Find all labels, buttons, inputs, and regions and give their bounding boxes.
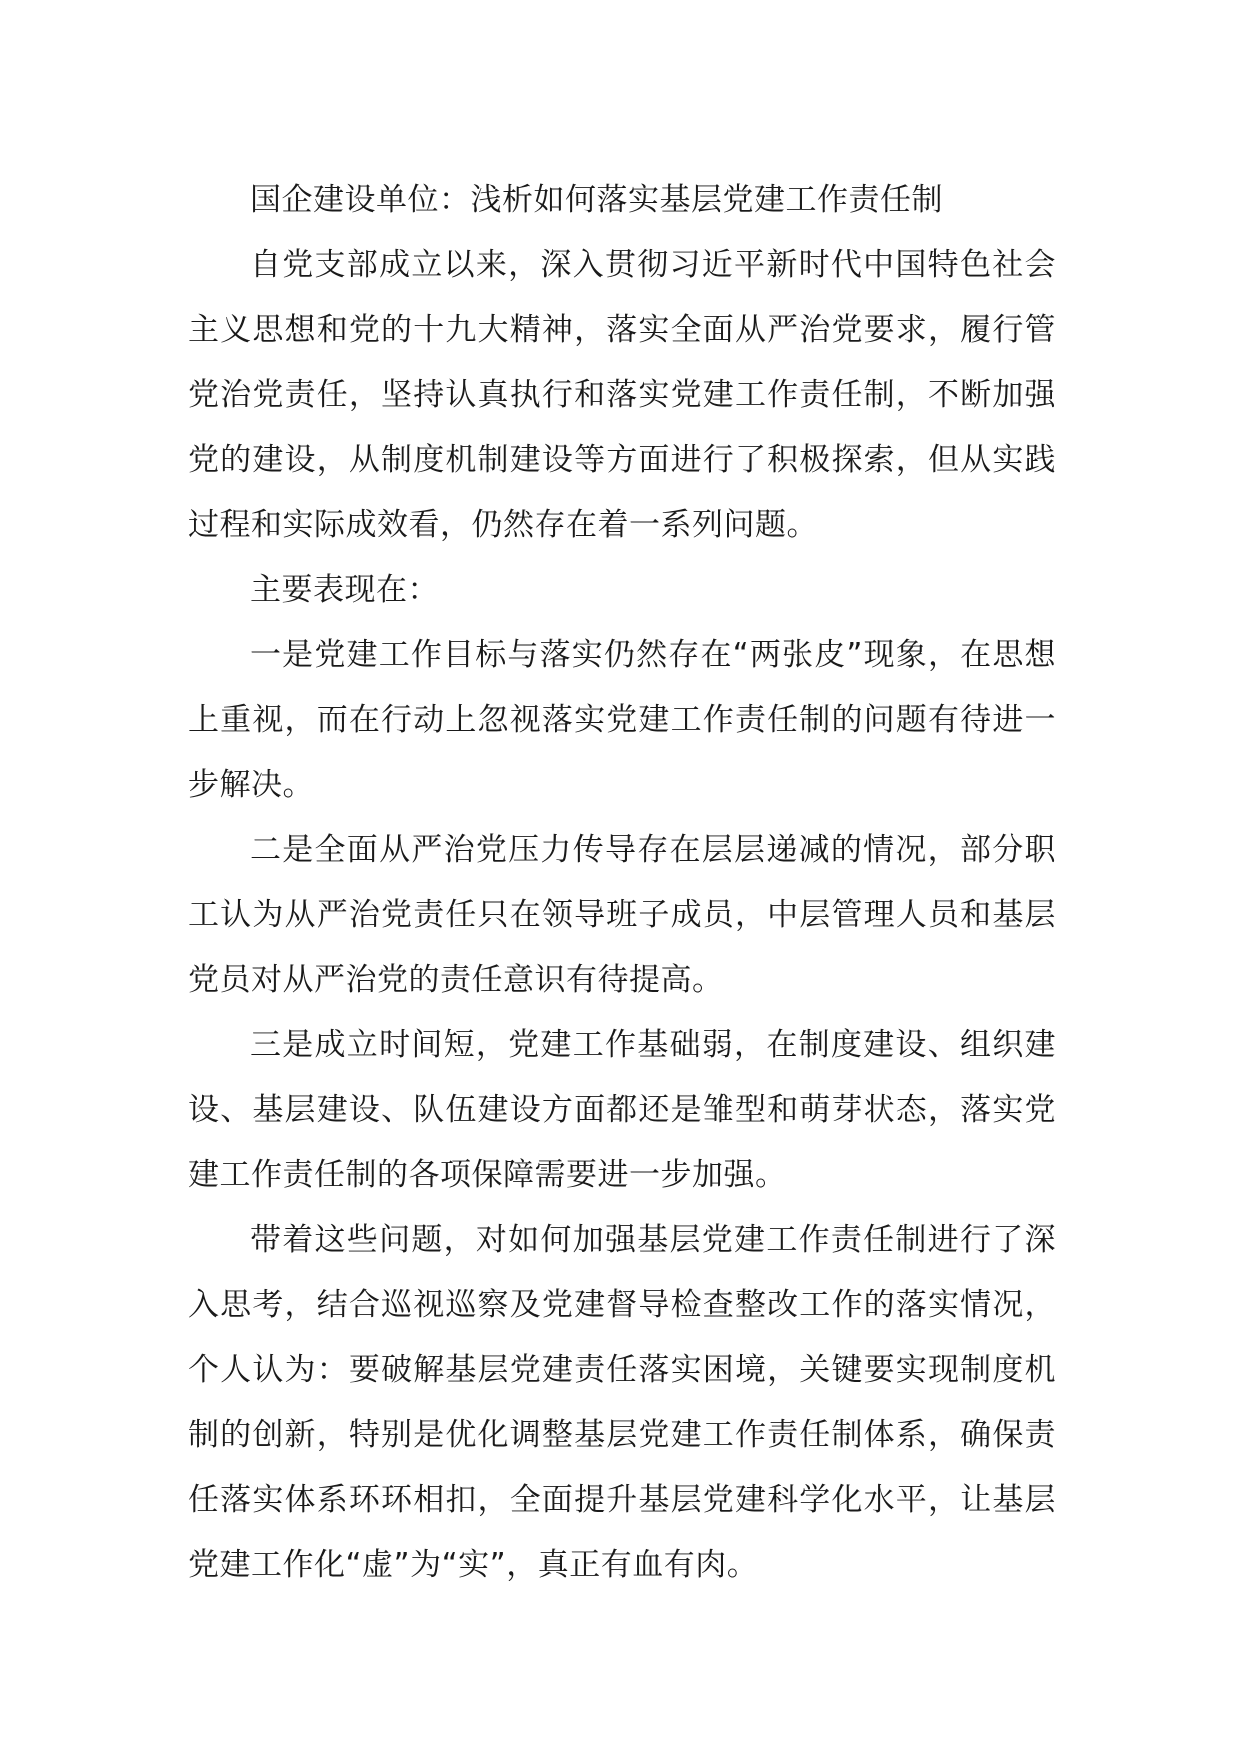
paragraph-main-issues: 主要表现在： [250,572,439,608]
paragraph-issue-three: 三是成立时间短，党建工作基础弱，在制度建设、组织建设、基层建设、队伍建设方面都还是雏型和萌芽状态，落实党建工作责任制的各项保障需要进一步加强。 [188,1027,1056,1193]
document-title: 国企建设单位：浅析如何落实基层党建工作责任制 [250,182,943,218]
paragraph-intro: 自党支部成立以来，深入贯彻习近平新时代中国特色社会主义思想和党的十九大精神，落实全面从严治党要求，履行管党治党责任，坚持认真执行和落实党建工作责任制，不断加强党的建设，从制度机制建设等方面进行了积极探索，但从实践过程和实际成效看，仍然存在着一系列问题。 [188,247,1056,543]
paragraph-conclusion: 带着这些问题，对如何加强基层党建工作责任制进行了深入思考，结合巡视巡察及党建督导检查整改工作的落实情况，个人认为：要破解基层党建责任落实困境，关键要实现制度机制的创新，特别是优化调整基层党建工作责任制体系，确保责任落实体系环环相扣，全面提升基层党建科学化水平，让基层党建工作化“虚”为“实”，真正有血有肉。 [188,1222,1056,1583]
paragraph-issue-one: 一是党建工作目标与落实仍然存在“两张皮”现象，在思想上重视，而在行动上忽视落实党建工作责任制的问题有待进一步解决。 [188,637,1056,803]
document-body [188,168,1056,1598]
paragraph-issue-two: 二是全面从严治党压力传导存在层层递减的情况，部分职工认为从严治党责任只在领导班子成员，中层管理人员和基层党员对从严治党的责任意识有待提高。 [188,832,1056,998]
